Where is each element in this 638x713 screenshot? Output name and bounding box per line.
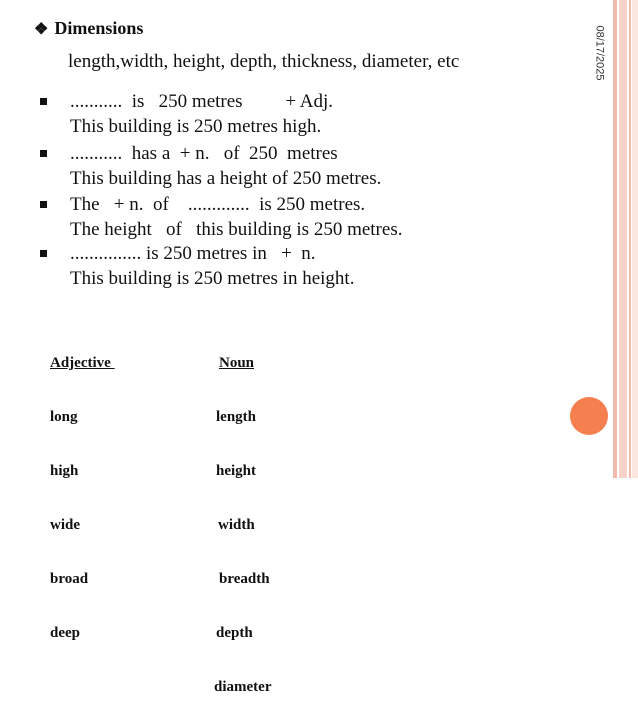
- adjective-item: broad: [50, 571, 89, 587]
- noun-item: diameter: [214, 679, 272, 695]
- dimension-list: length,width, height, depth, thickness, diameter, etc: [68, 51, 460, 72]
- pattern-line: The + n. of ............. is 250 metres.: [70, 194, 366, 215]
- decorative-stripe: [629, 0, 631, 478]
- decorative-stripe: [613, 0, 617, 478]
- slide-date: [590, 18, 610, 88]
- example-line: This building is 250 metres in height.: [70, 268, 355, 289]
- noun-item: width: [218, 517, 255, 533]
- slide-heading: [34, 18, 143, 39]
- adjective-column: [50, 321, 115, 659]
- example-line: The height of this building is 250 metres.: [70, 219, 403, 240]
- noun-item: depth: [216, 625, 253, 641]
- noun-item: length: [216, 409, 257, 425]
- orange-circle-decoration: [570, 397, 608, 435]
- adjective-header: Adjective: [50, 355, 115, 371]
- decorative-stripe: [619, 0, 627, 478]
- pattern-line: ........... is 250 metres + Adj.: [70, 91, 333, 112]
- decorative-stripe: [632, 0, 638, 478]
- noun-item: breadth: [219, 571, 270, 587]
- adjective-item: high: [50, 463, 79, 479]
- noun-column: [216, 321, 271, 713]
- pattern-line: ............... is 250 metres in + n.: [70, 243, 316, 264]
- square-bullet-icon: [40, 98, 47, 105]
- example-line: This building is 250 metres high.: [70, 116, 322, 137]
- diamond-bullet-icon: ❖: [34, 21, 49, 38]
- adjective-item: wide: [50, 517, 80, 533]
- square-bullet-icon: [40, 201, 47, 208]
- pattern-line: ........... has a + n. of 250 metres: [70, 143, 338, 164]
- square-bullet-icon: [40, 250, 47, 257]
- adjective-item: long: [50, 409, 78, 425]
- square-bullet-icon: [40, 150, 47, 157]
- slide-date-text: 08/17/2025: [594, 25, 606, 81]
- example-line: This building has a height of 250 metres.: [70, 168, 382, 189]
- heading-text: Dimensions: [54, 18, 144, 38]
- adjective-item: deep: [50, 625, 80, 641]
- noun-item: height: [216, 463, 257, 479]
- noun-header: Noun: [219, 355, 255, 371]
